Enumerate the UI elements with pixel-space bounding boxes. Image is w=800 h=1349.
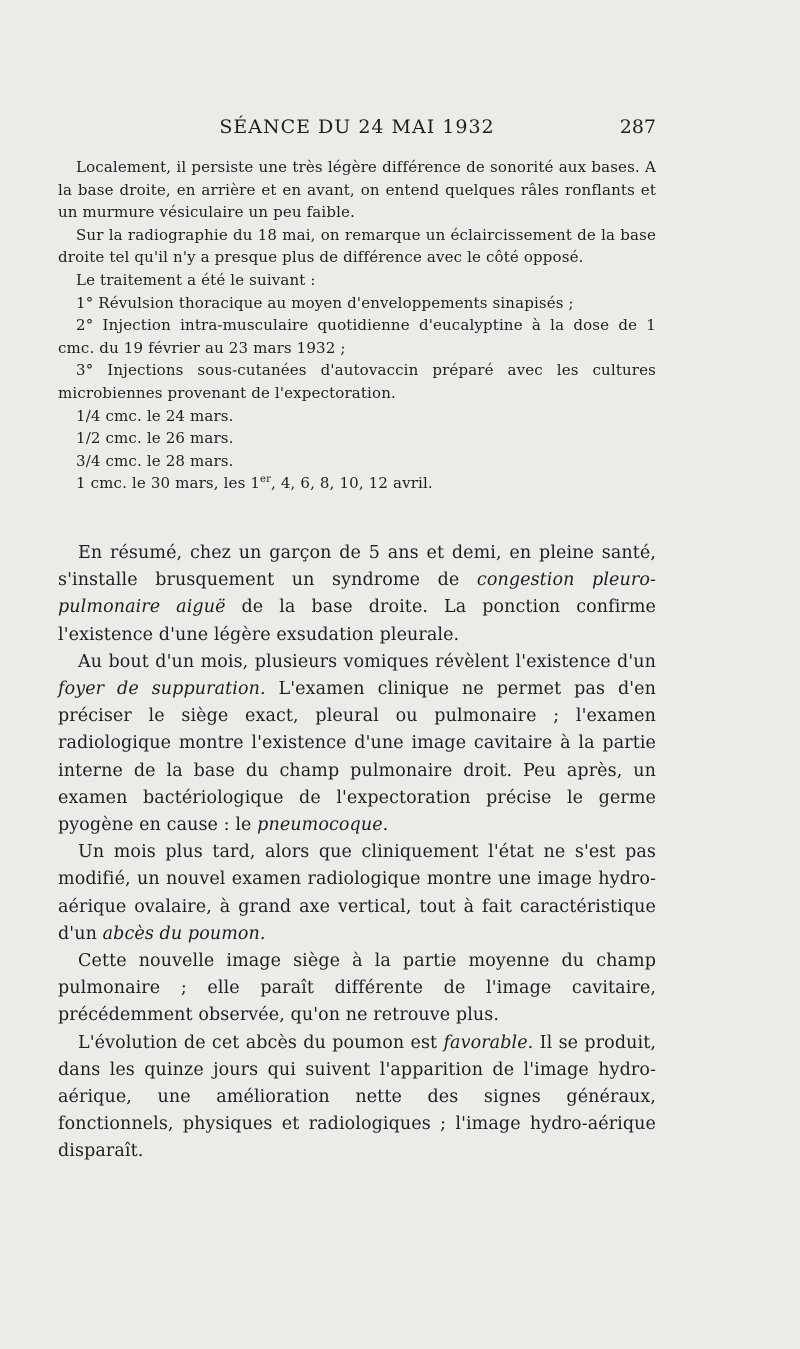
italic-term: abcès du poumon.	[102, 923, 266, 944]
italic-term: favorable.	[443, 1032, 534, 1053]
text: Il se produit, dans les quinze jours qui suivent l'apparition de l'image hydro-aérique, une amélioration nette des signes généraux, fonctionnels, physiques et radiologiques ; l'image hydro-aérique disparaît.	[58, 1032, 656, 1162]
dose-text: , 4, 6, 8, 10, 12 avril.	[271, 474, 433, 493]
italic-term: foyer de suppuration.	[58, 679, 266, 700]
dose-text: 1 cmc. le 30 mars, les 1	[76, 474, 261, 493]
superscript: er	[260, 474, 272, 486]
paragraph: 2° Injection intra-musculaire quotidienne d'eucalyptine à la dose de 1 cmc. du 19 février au 23 mars 1932 ;	[58, 316, 656, 357]
paragraph: Localement, il persiste une très légère différence de sonorité aux bases. A la base droite, en arrière et en avant, on entend quelques râles ronflants et un murmure vésiculaire un peu faible.	[58, 158, 656, 222]
text: L'examen clinique ne permet pas d'en préciser le siège exact, pleural ou pulmonaire ; l'examen radiologique montre l'existence d'une image cavitaire à la partie interne de la base du champ pulmonaire droit. Peu après, un examen bactériologique de l'expectoration précise le germe pyogène en cause : le	[58, 679, 657, 836]
text: En résumé, chez un garçon de 5 ans et demi, en pleine santé, s'installe brusquement un syndrome de	[58, 543, 656, 591]
summary-section	[58, 540, 656, 1166]
paragraph: 3° Injections sous-cutanées d'autovaccin préparé avec les cultures microbiennes provenant de l'expectoration.	[58, 361, 656, 402]
paragraph: 1° Révulsion thoracique au moyen d'enveloppements sinapisés ;	[76, 293, 574, 312]
dose-line: 3/4 cmc. le 28 mars.	[76, 451, 234, 470]
header-title: SÉANCE DU 24 MAI 1932	[219, 116, 495, 138]
paragraph: Cette nouvelle image siège à la partie moyenne du champ pulmonaire ; elle paraît différente de l'image cavitaire, précédemment observée, qu'on ne retrouve plus.	[58, 951, 656, 1026]
paragraph: Le traitement a été le suivant :	[76, 270, 316, 289]
running-header	[58, 116, 656, 144]
italic-term: pneumocoque.	[257, 815, 389, 836]
dose-line: 1/4 cmc. le 24 mars.	[76, 406, 234, 425]
text: Au bout d'un mois, plusieurs vomiques révèlent l'existence d'un	[78, 651, 656, 672]
dose-line	[58, 472, 656, 495]
text: Un mois plus tard, alors que cliniquement l'état ne s'est pas modifié, un nouvel examen radiologique montre une image hydro-aérique ovalaire, à grand axe vertical, tout à fait caractéristique d'un	[58, 842, 656, 944]
paragraph	[58, 649, 656, 839]
case-details	[58, 156, 656, 495]
paragraph	[58, 540, 656, 649]
paragraph	[58, 839, 656, 948]
text: L'évolution de cet abcès du poumon est	[78, 1032, 444, 1053]
page-number: 287	[619, 116, 656, 138]
dose-line: 1/2 cmc. le 26 mars.	[76, 429, 234, 448]
text: de la base droite. La ponction confirme l'existence d'une légère exsudation pleurale.	[58, 597, 657, 645]
paragraph: Sur la radiographie du 18 mai, on remarque un éclaircissement de la base droite tel qu'il n'y a presque plus de différence avec le côté opposé.	[58, 225, 656, 267]
italic-term: congestion pleuro-pulmonaire aiguë	[58, 570, 656, 618]
paragraph	[58, 1030, 656, 1166]
